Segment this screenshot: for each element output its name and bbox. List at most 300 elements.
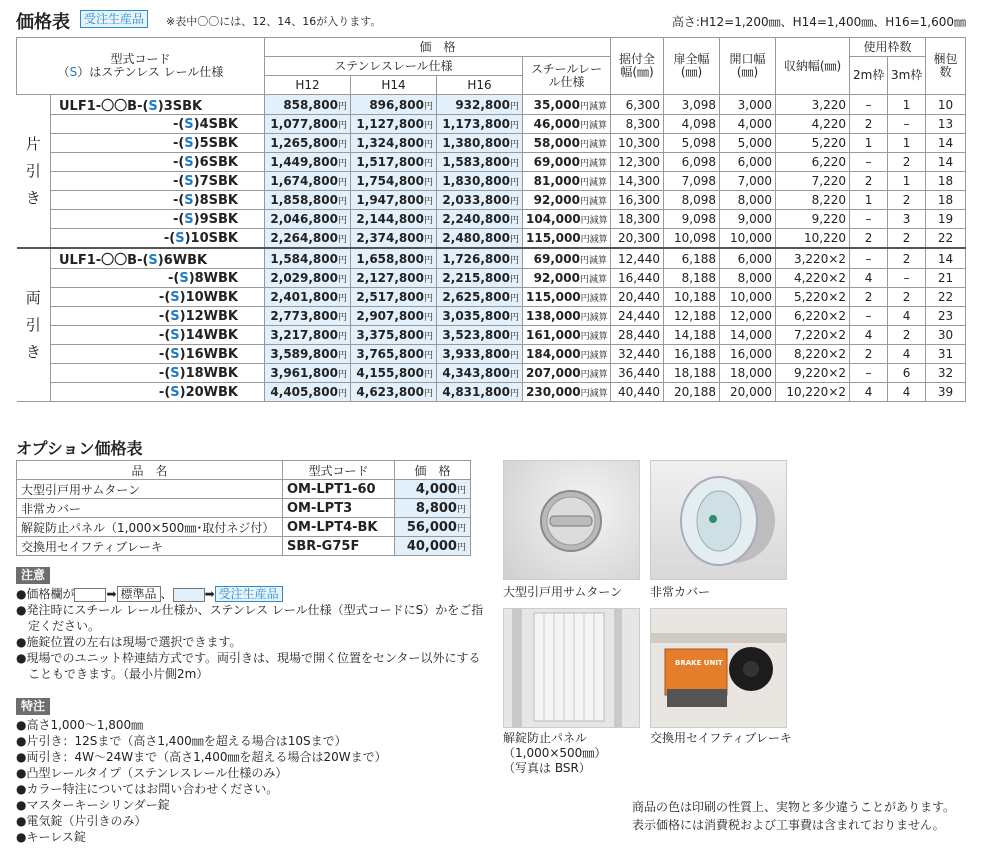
price-h12 xyxy=(265,364,351,383)
price-h16 xyxy=(437,191,523,210)
reduce-unit: 減算 xyxy=(589,140,608,150)
door-width-header: 扉全幅(㎜) xyxy=(664,38,720,95)
yen-unit: 円 xyxy=(580,216,590,226)
open-width: 3,000 xyxy=(720,95,776,115)
yen-unit: 円 xyxy=(423,121,433,131)
option-name: 解錠防止パネル（1,000×500㎜･取付ネジ付） xyxy=(17,518,283,537)
yen-unit: 円 xyxy=(579,255,589,266)
option-price xyxy=(395,537,471,556)
price-h16-value: 3,933,800 xyxy=(442,347,510,361)
price-h16 xyxy=(437,248,523,269)
price-h12 xyxy=(265,172,351,191)
yen-unit: 円 xyxy=(456,485,466,496)
anti-unlock-panel-photo xyxy=(503,608,640,728)
model-code: -(S)20WBK xyxy=(51,383,265,402)
table-row xyxy=(17,248,966,269)
package-count: 18 xyxy=(926,172,966,191)
price-h12-value: 1,449,800 xyxy=(270,155,338,169)
option-price xyxy=(395,499,471,518)
reduce-unit: 減算 xyxy=(589,370,608,380)
package-count: 22 xyxy=(926,229,966,249)
door-width: 12,188 xyxy=(664,307,720,326)
yen-unit: 円 xyxy=(509,101,519,112)
price-h14 xyxy=(351,307,437,326)
price-header: 価 格 xyxy=(265,38,611,57)
frames-3m: 1 xyxy=(888,134,926,153)
option-code: OM-LPT3 xyxy=(283,499,395,518)
model-code: -(S)8WBK xyxy=(51,269,265,288)
yen-unit: 円 xyxy=(423,140,433,150)
made-to-order-badge: 受注生産品 xyxy=(80,10,148,28)
price-h12-value: 2,029,800 xyxy=(270,271,338,285)
yen-unit: 円 xyxy=(509,235,519,245)
package-count: 30 xyxy=(926,326,966,345)
steel-reduction xyxy=(523,134,611,153)
frame-3m-header: 3m枠 xyxy=(888,57,926,95)
steel-reduction-value: 69,000 xyxy=(533,155,580,169)
price-h14-value: 3,375,800 xyxy=(356,328,424,342)
install-width: 12,440 xyxy=(611,248,664,269)
yen-unit: 円 xyxy=(337,178,347,188)
price-h12-value: 3,217,800 xyxy=(270,328,338,342)
price-h14 xyxy=(351,210,437,229)
price-h14 xyxy=(351,115,437,134)
special-item: ●高さ1,000～1,800㎜ xyxy=(16,718,144,732)
safety-brake-photo xyxy=(650,608,787,728)
install-width: 40,440 xyxy=(611,383,664,402)
option-title: オプション価格表 xyxy=(16,439,143,458)
option-name: 交換用セイフティブレーキ xyxy=(17,537,283,556)
steel-reduction xyxy=(523,345,611,364)
price-h16-value: 1,173,800 xyxy=(442,117,510,131)
price-h12 xyxy=(265,191,351,210)
install-width: 12,300 xyxy=(611,153,664,172)
price-h16-value: 2,215,800 xyxy=(442,271,510,285)
package-count: 14 xyxy=(926,248,966,269)
yen-unit: 円 xyxy=(579,197,589,207)
model-code: -(S)18WBK xyxy=(51,364,265,383)
steel-reduction-value: 230,000 xyxy=(526,385,581,399)
yen-unit: 円 xyxy=(580,351,590,361)
yen-unit: 円 xyxy=(337,216,347,226)
storage-width-header: 収納幅(㎜) xyxy=(776,38,850,95)
price-table xyxy=(16,37,966,402)
yen-unit: 円 xyxy=(580,235,590,245)
frame-2m-header: 2m枠 xyxy=(850,57,888,95)
yen-unit: 円 xyxy=(423,275,433,285)
steel-reduction xyxy=(523,383,611,402)
h14-header: H14 xyxy=(351,76,437,95)
yen-unit: 円 xyxy=(337,275,347,285)
caution-item: ●価格欄が ➡ 標準品 、 ➡ 受注生産品 xyxy=(16,586,486,602)
open-width: 10,000 xyxy=(720,288,776,307)
yen-unit: 円 xyxy=(509,389,519,399)
yen-unit: 円 xyxy=(580,389,590,399)
table-row xyxy=(17,307,966,326)
install-width-header: 据付全幅(㎜) xyxy=(611,38,664,95)
price-h12-value: 2,264,800 xyxy=(270,231,338,245)
yen-unit: 円 xyxy=(509,313,519,323)
price-h14 xyxy=(351,364,437,383)
storage-width: 4,220 xyxy=(776,115,850,134)
yen-unit: 円 xyxy=(509,275,519,285)
special-item: ●キーレス錠 xyxy=(16,830,86,844)
option-price xyxy=(395,518,471,537)
thumbturn-caption: 大型引戸用サムターン xyxy=(503,585,623,599)
storage-width: 5,220×2 xyxy=(776,288,850,307)
storage-width: 9,220 xyxy=(776,210,850,229)
price-h14 xyxy=(351,153,437,172)
price-h16 xyxy=(437,364,523,383)
price-h14 xyxy=(351,326,437,345)
door-width: 9,098 xyxy=(664,210,720,229)
yen-unit: 円 xyxy=(580,313,590,323)
special-item: ●カラー特注についてはお問い合わせください。 xyxy=(16,782,279,796)
option-code: OM-LPT1-60 xyxy=(283,480,395,499)
price-h12-value: 1,858,800 xyxy=(270,193,338,207)
storage-width: 10,220 xyxy=(776,229,850,249)
package-count: 23 xyxy=(926,307,966,326)
price-h16 xyxy=(437,95,523,115)
price-h16-value: 2,240,800 xyxy=(442,212,510,226)
door-width: 8,188 xyxy=(664,269,720,288)
height-legend: 高さ:H12=1,200㎜、H14=1,400㎜、H16=1,600㎜ xyxy=(671,15,966,29)
price-h14 xyxy=(351,269,437,288)
steel-reduction xyxy=(523,307,611,326)
frames-3m: 4 xyxy=(888,307,926,326)
caution-list xyxy=(16,586,486,682)
frames-3m: 4 xyxy=(888,383,926,402)
yen-unit: 円 xyxy=(509,255,519,266)
install-width: 36,440 xyxy=(611,364,664,383)
reduce-unit: 減算 xyxy=(589,159,608,169)
reduce-unit: 減算 xyxy=(589,351,608,361)
model-code: ULF1-〇〇B-(S)3SBK xyxy=(51,95,265,115)
price-h14-value: 2,517,800 xyxy=(356,290,424,304)
model-code: -(S)10SBK xyxy=(51,229,265,249)
install-width: 10,300 xyxy=(611,134,664,153)
model-code: -(S)8SBK xyxy=(51,191,265,210)
yen-unit: 円 xyxy=(423,159,433,169)
model-code: -(S)14WBK xyxy=(51,326,265,345)
special-item: ●電気錠（片引きのみ） xyxy=(16,814,147,828)
yen-unit: 円 xyxy=(579,121,589,131)
reduce-unit: 減算 xyxy=(589,313,608,323)
price-h16-value: 3,035,800 xyxy=(442,309,510,323)
yen-unit: 円 xyxy=(580,294,590,304)
option-code: SBR-G75F xyxy=(283,537,395,556)
price-h16-value: 2,033,800 xyxy=(442,193,510,207)
frames-3m: 3 xyxy=(888,210,926,229)
price-h12-value: 2,773,800 xyxy=(270,309,338,323)
emergency-cover-photo xyxy=(650,460,787,580)
storage-width: 10,220×2 xyxy=(776,383,850,402)
table-row xyxy=(17,134,966,153)
table-row xyxy=(17,95,966,115)
open-width: 7,000 xyxy=(720,172,776,191)
install-width: 16,300 xyxy=(611,191,664,210)
price-h14 xyxy=(351,134,437,153)
price-h14-value: 1,324,800 xyxy=(356,136,424,150)
model-code: -(S)5SBK xyxy=(51,134,265,153)
special-item: ●片引き：12Sまで（高さ1,400㎜を超える場合は10Sまで） xyxy=(16,734,347,748)
price-h12 xyxy=(265,269,351,288)
steel-reduction xyxy=(523,115,611,134)
yen-unit: 円 xyxy=(423,332,433,342)
price-h14 xyxy=(351,191,437,210)
table-row xyxy=(17,229,966,249)
price-h14-value: 3,765,800 xyxy=(356,347,424,361)
install-width: 28,440 xyxy=(611,326,664,345)
storage-width: 8,220 xyxy=(776,191,850,210)
yen-unit: 円 xyxy=(337,313,347,323)
frames-3m: 2 xyxy=(888,326,926,345)
option-price-header: 価 格 xyxy=(395,461,471,480)
option-price-value: 8,800 xyxy=(415,500,457,516)
stainless-header: ステンレスレール仕様 xyxy=(265,57,523,76)
open-width: 12,000 xyxy=(720,307,776,326)
yen-unit: 円 xyxy=(423,255,433,266)
price-h14-value: 4,623,800 xyxy=(356,385,424,399)
table-row xyxy=(17,288,966,307)
price-h14-value: 2,127,800 xyxy=(356,271,424,285)
frames-2m: – xyxy=(850,248,888,269)
door-width: 5,098 xyxy=(664,134,720,153)
price-h12 xyxy=(265,210,351,229)
package-count: 39 xyxy=(926,383,966,402)
reduce-unit: 減算 xyxy=(589,389,608,399)
package-count: 18 xyxy=(926,191,966,210)
frames-3m: 4 xyxy=(888,345,926,364)
price-h12 xyxy=(265,95,351,115)
caution-item: ●施錠位置の左右は現場で選択できます。 xyxy=(16,635,242,649)
price-h16-value: 4,343,800 xyxy=(442,366,510,380)
package-count: 14 xyxy=(926,134,966,153)
price-h14 xyxy=(351,345,437,364)
yen-unit: 円 xyxy=(423,351,433,361)
special-item: ●マスターキーシリンダー錠 xyxy=(16,798,170,812)
price-h12 xyxy=(265,115,351,134)
option-name: 非常カバー xyxy=(17,499,283,518)
price-h14 xyxy=(351,248,437,269)
yen-unit: 円 xyxy=(337,197,347,207)
price-h12 xyxy=(265,383,351,402)
price-h16-value: 4,831,800 xyxy=(442,385,510,399)
price-h16-value: 1,380,800 xyxy=(442,136,510,150)
option-row xyxy=(17,518,471,537)
yen-unit: 円 xyxy=(509,140,519,150)
yen-unit: 円 xyxy=(337,351,347,361)
frames-2m: 2 xyxy=(850,115,888,134)
price-h12-value: 1,077,800 xyxy=(270,117,338,131)
yen-unit: 円 xyxy=(337,235,347,245)
price-h12-value: 4,405,800 xyxy=(270,385,338,399)
yen-unit: 円 xyxy=(423,216,433,226)
steel-reduction xyxy=(523,210,611,229)
yen-unit: 円 xyxy=(579,101,589,112)
price-h16 xyxy=(437,345,523,364)
price-h12 xyxy=(265,248,351,269)
open-width: 16,000 xyxy=(720,345,776,364)
storage-width: 4,220×2 xyxy=(776,269,850,288)
price-h14 xyxy=(351,95,437,115)
price-h12 xyxy=(265,345,351,364)
table-row xyxy=(17,269,966,288)
group-label: 片 引 き xyxy=(17,95,51,249)
yen-unit: 円 xyxy=(509,216,519,226)
option-name: 大型引戸用サムターン xyxy=(17,480,283,499)
price-h16 xyxy=(437,229,523,249)
yen-unit: 円 xyxy=(509,351,519,361)
yen-unit: 円 xyxy=(423,178,433,188)
option-row xyxy=(17,499,471,518)
install-width: 6,300 xyxy=(611,95,664,115)
price-h14-value: 1,517,800 xyxy=(356,155,424,169)
yen-unit: 円 xyxy=(456,504,466,515)
option-price-value: 56,000 xyxy=(406,519,457,535)
frames-2m: – xyxy=(850,95,888,115)
price-h16 xyxy=(437,115,523,134)
h12-header: H12 xyxy=(265,76,351,95)
price-h14-value: 1,658,800 xyxy=(356,251,424,266)
package-count: 22 xyxy=(926,288,966,307)
yen-unit: 円 xyxy=(423,389,433,399)
table-row xyxy=(17,153,966,172)
yen-unit: 円 xyxy=(423,294,433,304)
yen-unit: 円 xyxy=(456,542,466,553)
price-h12-value: 1,265,800 xyxy=(270,136,338,150)
special-item: ●両引き：4W～24Wまで（高さ1,400㎜を超える場合は20Wまで） xyxy=(16,750,387,764)
yen-unit: 円 xyxy=(337,370,347,380)
table-row xyxy=(17,210,966,229)
price-h16-value: 2,625,800 xyxy=(442,290,510,304)
price-h14-value: 1,947,800 xyxy=(356,193,424,207)
footer-line: 表示価格には消費税および工事費は含まれておりません。 xyxy=(631,818,945,832)
price-h12 xyxy=(265,307,351,326)
reduce-unit: 減算 xyxy=(589,101,608,112)
price-h16-value: 1,830,800 xyxy=(442,174,510,188)
yen-unit: 円 xyxy=(579,275,589,285)
yen-unit: 円 xyxy=(509,332,519,342)
price-h14 xyxy=(351,229,437,249)
frames-2m: 4 xyxy=(850,383,888,402)
open-width-header: 開口幅(㎜) xyxy=(720,38,776,95)
frames-2m: 2 xyxy=(850,345,888,364)
reduce-unit: 減算 xyxy=(589,275,608,285)
steel-reduction xyxy=(523,269,611,288)
frames-3m: 1 xyxy=(888,95,926,115)
open-width: 18,000 xyxy=(720,364,776,383)
frames-3m: – xyxy=(888,269,926,288)
door-width: 14,188 xyxy=(664,326,720,345)
table-row xyxy=(17,383,966,402)
door-width: 10,188 xyxy=(664,288,720,307)
yen-unit: 円 xyxy=(337,389,347,399)
frames-3m: 2 xyxy=(888,229,926,249)
price-h16-value: 1,583,800 xyxy=(442,155,510,169)
price-h14-value: 1,127,800 xyxy=(356,117,424,131)
price-h16 xyxy=(437,134,523,153)
steel-reduction xyxy=(523,172,611,191)
frames-2m: 4 xyxy=(850,269,888,288)
reduce-unit: 減算 xyxy=(589,332,608,342)
storage-width: 8,220×2 xyxy=(776,345,850,364)
yen-unit: 円 xyxy=(509,197,519,207)
frames-header: 使用枠数 xyxy=(850,38,926,57)
open-width: 20,000 xyxy=(720,383,776,402)
package-count: 19 xyxy=(926,210,966,229)
steel-reduction-value: 104,000 xyxy=(526,212,581,226)
storage-width: 7,220×2 xyxy=(776,326,850,345)
price-h16 xyxy=(437,288,523,307)
yen-unit: 円 xyxy=(509,121,519,131)
install-width: 24,440 xyxy=(611,307,664,326)
special-item: ●凸型レールタイプ（ステンレスレール仕様のみ） xyxy=(16,766,288,780)
frames-2m: 4 xyxy=(850,326,888,345)
reduce-unit: 減算 xyxy=(589,294,608,304)
reduce-unit: 減算 xyxy=(589,197,608,207)
price-h12 xyxy=(265,134,351,153)
install-width: 16,440 xyxy=(611,269,664,288)
caution-item: ●現場でのユニット枠連結方式です。両引きは、現場で開く位置をセンター以外にすることもできます。（最小片側2m） xyxy=(16,651,481,681)
open-width: 8,000 xyxy=(720,191,776,210)
table-row xyxy=(17,345,966,364)
reduce-unit: 減算 xyxy=(589,235,608,245)
thumbturn-photo xyxy=(503,460,640,580)
door-width: 4,098 xyxy=(664,115,720,134)
install-width: 18,300 xyxy=(611,210,664,229)
steel-reduction xyxy=(523,153,611,172)
price-h16-value: 3,523,800 xyxy=(442,328,510,342)
footer-line: 商品の色は印刷の性質上、実物と多少違うことがあります。 xyxy=(631,800,955,814)
frames-2m: – xyxy=(850,210,888,229)
price-h12-value: 3,961,800 xyxy=(270,366,338,380)
option-name-header: 品 名 xyxy=(17,461,283,480)
steel-reduction xyxy=(523,288,611,307)
storage-width: 6,220 xyxy=(776,153,850,172)
install-width: 20,440 xyxy=(611,288,664,307)
price-h14-value: 4,155,800 xyxy=(356,366,424,380)
table-row xyxy=(17,115,966,134)
door-width: 10,098 xyxy=(664,229,720,249)
price-h16-value: 1,726,800 xyxy=(442,251,510,266)
yen-unit: 円 xyxy=(423,197,433,207)
frames-2m: 2 xyxy=(850,288,888,307)
yen-unit: 円 xyxy=(423,235,433,245)
yen-unit: 円 xyxy=(423,101,433,112)
frames-2m: – xyxy=(850,153,888,172)
price-h12 xyxy=(265,288,351,307)
price-h16-value: 2,480,800 xyxy=(442,231,510,245)
yen-unit: 円 xyxy=(337,140,347,150)
steel-reduction xyxy=(523,229,611,249)
steel-reduction-value: 184,000 xyxy=(526,347,581,361)
price-h12-value: 858,800 xyxy=(283,97,338,112)
steel-reduction xyxy=(523,364,611,383)
model-code: -(S)16WBK xyxy=(51,345,265,364)
yen-unit: 円 xyxy=(509,159,519,169)
price-h16 xyxy=(437,326,523,345)
price-h12-value: 3,589,800 xyxy=(270,347,338,361)
price-h16-value: 932,800 xyxy=(455,97,510,112)
special-list xyxy=(16,717,486,845)
package-count: 10 xyxy=(926,95,966,115)
open-width: 9,000 xyxy=(720,210,776,229)
frames-3m: 2 xyxy=(888,191,926,210)
price-h16 xyxy=(437,383,523,402)
yen-unit: 円 xyxy=(423,313,433,323)
storage-width: 9,220×2 xyxy=(776,364,850,383)
